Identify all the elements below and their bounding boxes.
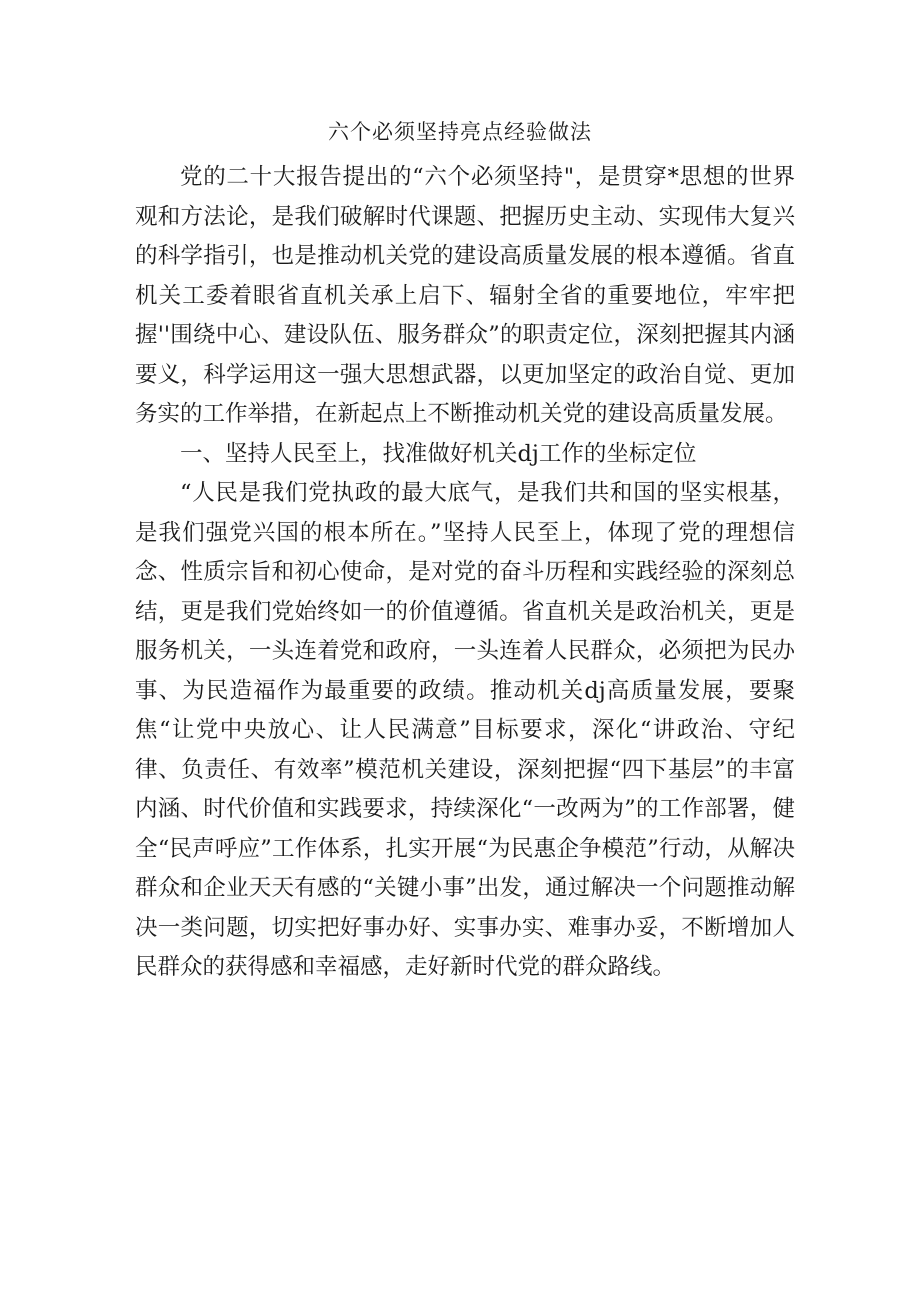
document-title: 六个必须坚持亮点经验做法 xyxy=(328,120,592,144)
section-heading: 一、坚持人民至上，找准做好机关dj工作的坐标定位 xyxy=(180,440,697,467)
intro-paragraph: 党的二十大报告提出的“六个必须坚持"，是贯穿*思想的世界观和方法论，是我们破解时代课题、把握历史主动、实现伟大复兴的科学指引，也是推动机关党的建设高质量发展的根本遵循。省直机关工委着眼省直机关承上启下、辐射全省的重要地位，牢牢把握''围绕中心、建设队伍、服务群众”的职责定位，深刻把握其内涵要义，科学运用这一强大思想武器，以更加坚定的政治自觉、更加务实的工作举措，在新起点上不断推动机关党的建设高质量发展。 xyxy=(135,164,795,427)
document-body xyxy=(135,158,795,988)
section-paragraph: “人民是我们党执政的最大底气，是我们共和国的坚实根基，是我们强党兴国的根本所在。”坚持人民至上，体现了党的理想信念、性质宗旨和初心使命，是对党的奋斗历程和实践经验的深刻总结，更是我们党始终如一的价值遵循。省直机关是政治机关，更是服务机关，一头连着党和政府，一头连着人民群众，必须把为民办事、为民造福作为最重要的政绩。推动机关dj高质量发展，要聚焦“让党中央放心、让人民满意”目标要求，深化“讲政治、守纪律、负责任、有效率”模范机关建设，深刻把握“四下基层”的丰富内涵、时代价值和实践要求，持续深化“一改两为”的工作部署，健全“民声呼应”工作体系，扎实开展“为民惠企争模范”行动，从解决群众和企业天天有感的“关键小事”出发，通过解决一个问题推动解决一类问题，切实把好事办好、实事办实、难事办妥，不断增加人民群众的获得感和幸福感，走好新时代党的群众路线。 xyxy=(135,480,795,980)
